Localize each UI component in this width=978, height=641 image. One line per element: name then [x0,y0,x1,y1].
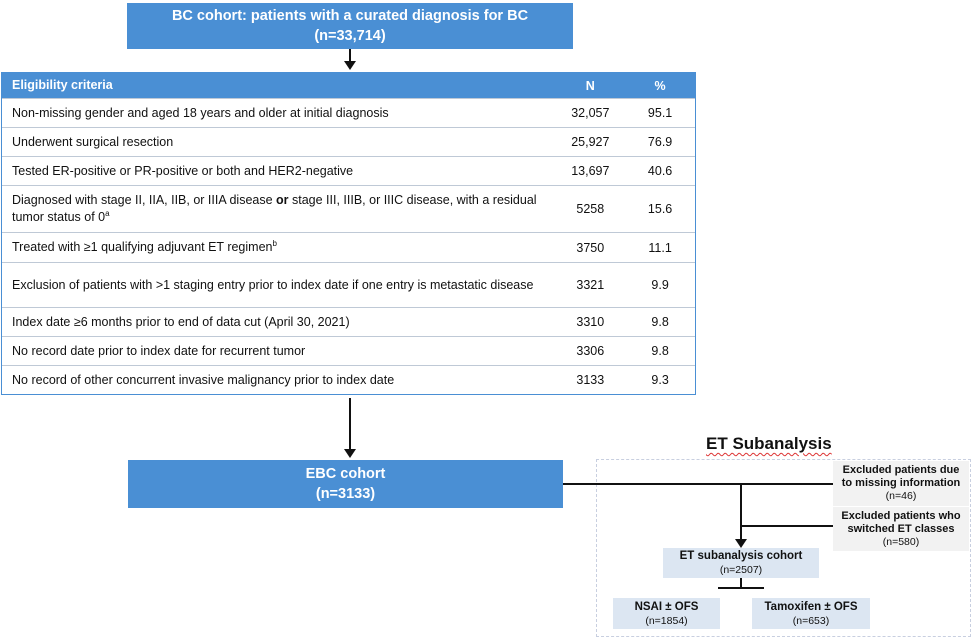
connector-split-bar [718,587,764,589]
eligibility-table [1,72,696,395]
row-criteria: Underwent surgical resection [12,134,174,149]
tamoxifen-box [752,598,870,629]
connector-to-excluded-switched [741,525,833,527]
table-row [2,307,695,336]
ebc-cohort-count: (n=3133) [315,486,376,502]
tamoxifen-count: (n=653) [792,614,830,627]
row-criteria: No record of other concurrent invasive malignancy prior to index date [12,372,395,387]
row-pct: 95.1 [647,106,673,120]
row-criteria: Tested ER-positive or PR-positive or both and HER2-negative [12,163,354,178]
row-pct: 9.9 [651,278,669,292]
row-criteria: No record date prior to index date for recurrent tumor [12,343,306,358]
header-criteria: Eligibility criteria [12,78,113,92]
row-criteria: Index date ≥6 months prior to end of data cut (April 30, 2021) [12,314,350,329]
excluded-missing-count: (n=46) [885,490,917,502]
row-criteria [2,192,555,226]
arrow-head-cohort [735,539,747,548]
nsai-box [613,598,720,629]
table-row [2,98,695,127]
row-n: 3321 [576,278,605,292]
excluded-missing-box [833,461,969,506]
bc-cohort-title: BC cohort: patients with a curated diagnosis for BC [171,8,529,24]
row-criteria [2,239,555,256]
et-cohort-label: ET subanalysis cohort [679,550,803,562]
connector-down-to-cohort [740,483,742,539]
table-row [2,185,695,232]
footnote-marker: b [272,238,277,248]
excluded-switched-box [833,507,969,551]
et-cohort-count: (n=2507) [719,564,763,576]
connector-ebc-to-et [563,483,741,485]
row-n: 13,697 [571,164,610,178]
et-subanalysis-title [706,434,832,454]
table-row [2,127,695,156]
row-criteria-bold: or [276,193,289,207]
excluded-missing-line1: Excluded patients due [842,464,960,476]
row-criteria-text: Treated with ≥1 qualifying adjuvant ET regimen [12,240,273,254]
row-criteria: Non-missing gender and aged 18 years and older at initial diagnosis [12,105,389,120]
row-pct: 76.9 [647,135,673,149]
table-row [2,365,695,394]
arrow-head-mid [344,449,356,458]
row-pct: 9.8 [651,344,669,358]
row-pct: 40.6 [647,164,673,178]
table-row [2,262,695,307]
arrow-head-top [344,61,356,70]
row-n: 25,927 [571,135,610,149]
header-n: N [585,78,595,93]
excluded-switched-line1: Excluded patients who [841,509,961,522]
row-pct: 11.1 [648,240,672,255]
row-n: 5258 [576,202,605,216]
bc-cohort-count: (n=33,714) [314,28,386,44]
row-pct: 15.6 [647,202,673,216]
row-n: 3306 [576,344,605,358]
table-row [2,232,695,262]
table-header [2,73,695,98]
connector-to-excluded-missing [741,483,833,485]
tamoxifen-label: Tamoxifen ± OFS [764,600,858,613]
row-criteria: Exclusion of patients with >1 staging entry prior to index date if one entry is metastatic disease [12,277,534,292]
nsai-label: NSAI ± OFS [634,600,699,613]
excluded-missing-line2: to missing information [841,477,961,489]
excluded-switched-line2: switched ET classes [847,522,955,535]
et-cohort-box [663,548,819,578]
et-subanalysis-title-text: ET Subanalysis [706,434,832,453]
table-row [2,156,695,185]
table-row [2,336,695,365]
row-n: 3133 [576,373,605,387]
arrow-line-mid [349,398,351,450]
row-pct: 9.3 [651,373,669,387]
row-pct: 9.8 [651,315,669,329]
row-n: 3310 [576,315,605,329]
excluded-switched-count: (n=580) [882,535,920,548]
row-n: 3750 [576,240,605,255]
ebc-cohort-title: EBC cohort [305,466,386,482]
row-criteria-part2: stage III, IIIB, or IIIC disease, with a residual tumor status of 0 [12,193,537,224]
bc-cohort-box [127,3,573,49]
row-criteria-part1: Diagnosed with stage II, IIA, IIB, or IIIA disease [12,193,277,207]
header-pct: % [654,78,666,93]
footnote-marker: a [105,208,110,218]
row-n: 32,057 [571,106,610,120]
nsai-count: (n=1854) [645,614,688,627]
ebc-cohort-box [128,460,563,508]
